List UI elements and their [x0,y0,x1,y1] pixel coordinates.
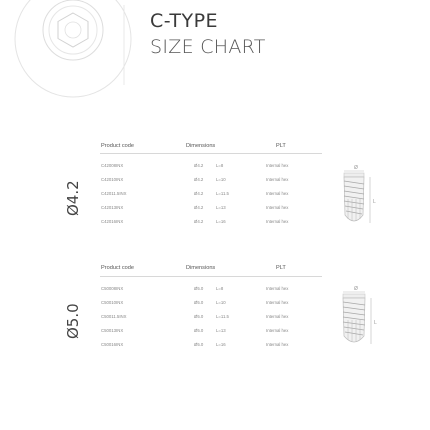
dimension-diameter: Ø4.2 [194,163,204,168]
dimension-length: L=16 [216,219,226,224]
dimension-diameter: Ø5.0 [194,314,204,319]
product-code: C42010INX [101,177,124,182]
implant-diameter-label: Ø [354,286,358,292]
dimension-length: L=10 [216,300,226,305]
page-subtitle: SIZE CHART [150,36,266,58]
product-code: C50010INX [101,300,124,305]
product-code: C42008INX [101,163,124,168]
header-divider [100,276,322,277]
diameter-label: Ø5.0 [64,303,82,339]
plt-value: Internal hex [266,300,289,305]
dimension-length: L=8 [216,163,224,168]
dimension-length: L=8 [216,286,224,291]
plt-value: Internal hex [266,328,289,333]
dimension-diameter: Ø5.0 [194,328,204,333]
plt-value: Internal hex [266,342,289,347]
plt-value: Internal hex [266,219,289,224]
product-code: C50016INX [101,342,124,347]
header-dimensions: Dimensions [186,143,216,149]
diameter-label: Ø4.2 [64,180,82,216]
dimension-length: L=10 [216,177,226,182]
dimension-diameter: Ø5.0 [194,300,204,305]
product-code: C42011.5INX [101,191,127,196]
dimension-length: L=11.5 [216,191,229,196]
header-plt: PLT [276,265,286,271]
dimension-diameter: Ø4.2 [194,219,204,224]
dimension-length: L=16 [216,342,226,347]
implant-illustration [334,163,386,233]
header-product-code: Product code [101,143,134,149]
plt-value: Internal hex [266,177,289,182]
dimension-diameter: Ø5.0 [194,342,204,347]
dimension-length: L=11.5 [216,314,229,319]
dimension-diameter: Ø4.2 [194,177,204,182]
dimension-length: L=13 [216,205,226,210]
plt-value: Internal hex [266,191,289,196]
dimension-diameter: Ø4.2 [194,191,204,196]
header-dimensions: Dimensions [186,265,216,271]
implant-length-label: L [373,199,376,205]
plt-value: Internal hex [266,286,289,291]
implant-length-label: L [374,320,377,326]
product-code: C50013INX [101,328,124,333]
header-product-code: Product code [101,265,134,271]
page-title: C-TYPE [150,10,219,32]
dimension-diameter: Ø5.0 [194,286,204,291]
product-code: C50008INX [101,286,124,291]
logo-icon [14,0,132,98]
dimension-diameter: Ø4.2 [194,205,204,210]
plt-value: Internal hex [266,163,289,168]
header-plt: PLT [276,143,286,149]
product-code: C42016INX [101,219,124,224]
header-divider [100,153,322,154]
product-code: C50011.5INX [101,314,127,319]
implant-diameter-label: Ø [354,165,358,171]
dimension-length: L=13 [216,328,226,333]
implant-illustration [334,284,386,354]
product-code: C42013INX [101,205,124,210]
plt-value: Internal hex [266,205,289,210]
plt-value: Internal hex [266,314,289,319]
title-block [150,8,266,60]
